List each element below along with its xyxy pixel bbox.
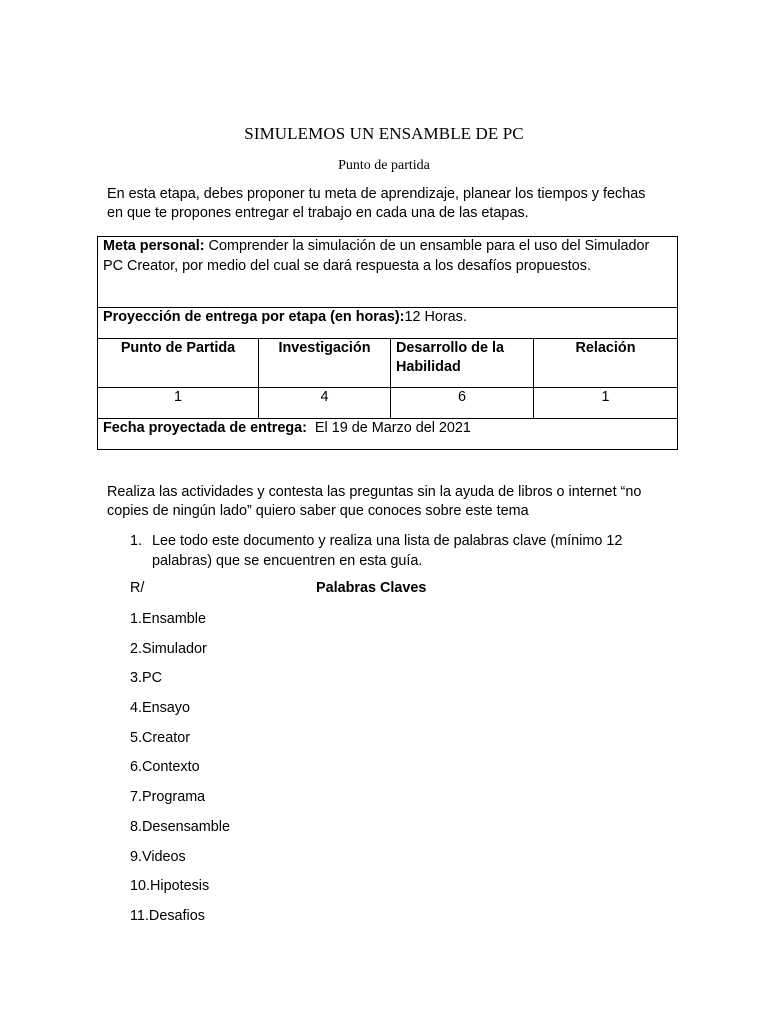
fecha-cell — [98, 419, 678, 450]
intro-paragraph: En esta etapa, debes proponer tu meta de aprendizaje, planear los tiempos y fechas en que te propones entregar el trabajo en cada una de las etapas. — [107, 186, 646, 221]
meta-text: Comprender la simulación de un ensamble para el uso del Simulador PC Creator, por medio del cual se dará respuesta a los desafíos propuestos. — [103, 238, 650, 274]
list-item: 1.Ensamble — [130, 611, 206, 627]
meta-cell — [98, 237, 678, 308]
list-item: 11.Desafios — [130, 907, 205, 924]
list-item: 9.Videos — [130, 848, 186, 865]
header-desarrollo: Desarrollo de la Habilidad — [391, 339, 534, 388]
document-subtitle: Punto de partida — [338, 158, 430, 173]
meta-label: Meta personal: — [103, 238, 205, 254]
keywords-heading: Palabras Claves — [316, 580, 427, 596]
projection-label: Proyección de entrega por etapa (en horas): — [103, 309, 405, 325]
planning-table — [97, 236, 678, 450]
value-punto-de-partida: 1 — [98, 388, 259, 419]
projection-value: 12 Horas. — [404, 309, 467, 325]
instructions-paragraph: Realiza las actividades y contesta las preguntas sin la ayuda de libros o internet “no copies de ningún lado” quiero saber que conoces sobre este tema — [107, 484, 642, 519]
list-item: 8.Desensamble — [130, 818, 230, 835]
table-header-row — [98, 339, 678, 388]
table-row — [98, 388, 678, 419]
question-number: 1. — [130, 533, 143, 549]
list-item: 6.Contexto — [130, 759, 200, 776]
table-row — [98, 237, 678, 308]
table-row — [98, 308, 678, 339]
fecha-value: El 19 de Marzo del 2021 — [306, 420, 471, 436]
document-title: SIMULEMOS UN ENSAMBLE DE PC — [244, 124, 524, 143]
response-label: R/ — [130, 580, 145, 596]
projection-cell — [98, 308, 678, 339]
list-item: 10.Hipotesis — [130, 878, 210, 895]
value-investigacion: 4 — [259, 388, 391, 419]
table-row — [98, 419, 678, 450]
list-item: 4.Ensayo — [130, 700, 191, 717]
header-relacion: Relación — [534, 339, 678, 388]
header-investigacion: Investigación — [259, 339, 391, 388]
list-item: 7.Programa — [130, 789, 206, 806]
question-1 — [130, 531, 670, 571]
value-desarrollo: 6 — [391, 388, 534, 419]
list-item: 3.PC — [130, 670, 162, 687]
header-punto-de-partida: Punto de Partida — [98, 339, 259, 388]
fecha-label: Fecha proyectada de entrega: — [103, 420, 307, 436]
question-text: Lee todo este documento y realiza una lista de palabras clave (mínimo 12 palabras) que se encuentren en esta guía. — [152, 533, 623, 569]
value-relacion: 1 — [534, 388, 678, 419]
keywords-list — [130, 610, 230, 937]
list-item: 5.Creator — [130, 729, 190, 746]
list-item: 2.Simulador — [130, 640, 207, 657]
